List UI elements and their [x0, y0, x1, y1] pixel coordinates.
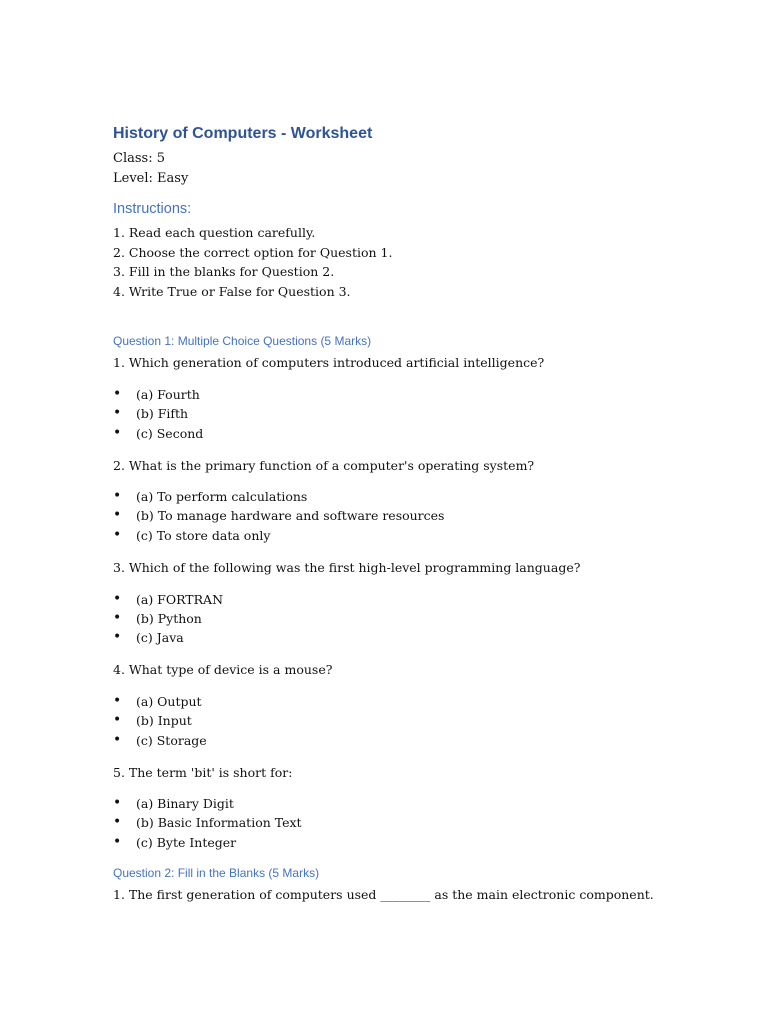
bullet-icon: • [113, 814, 122, 830]
bullet-icon: • [113, 591, 122, 607]
question-text: 1. Which generation of computers introduced artificial intelligence? [113, 355, 545, 370]
instruction-item: 2. Choose the correct option for Question 1. [113, 245, 393, 260]
option-label: (c) Byte Integer [136, 835, 237, 850]
bullet-icon: • [113, 795, 122, 811]
option-label: (b) Input [136, 713, 192, 728]
question-text: 5. The term 'bit' is short for: [113, 765, 293, 780]
option-label: (a) FORTRAN [136, 592, 224, 607]
bullet-icon: • [113, 386, 122, 402]
bullet-icon: • [113, 488, 122, 504]
bullet-icon: • [113, 629, 122, 645]
option-label: (a) Binary Digit [136, 796, 234, 811]
question1-heading: Question 1: Multiple Choice Questions (5 Marks) [113, 334, 372, 348]
question-text: 4. What type of device is a mouse? [113, 662, 333, 677]
bullet-icon: • [113, 425, 122, 441]
bullet-icon: • [113, 527, 122, 543]
bullet-icon: • [113, 693, 122, 709]
instructions-heading: Instructions: [113, 201, 192, 217]
option-label: (c) To store data only [136, 528, 271, 543]
option-label: (a) Output [136, 694, 202, 709]
option-label: (b) Basic Information Text [136, 815, 302, 830]
level-line: Level: Easy [113, 171, 189, 186]
bullet-icon: • [113, 507, 122, 523]
option-label: (a) To perform calculations [136, 489, 308, 504]
question-text: 2. What is the primary function of a computer's operating system? [113, 458, 535, 473]
question-text: 1. The first generation of computers used ________ as the main electronic component. [113, 887, 654, 902]
worksheet-title: History of Computers - Worksheet [113, 125, 373, 142]
instruction-item: 1. Read each question carefully. [113, 225, 316, 240]
option-label: (c) Storage [136, 733, 207, 748]
option-label: (b) To manage hardware and software resources [136, 508, 445, 523]
option-label: (c) Java [136, 630, 184, 645]
option-label: (a) Fourth [136, 387, 200, 402]
bullet-icon: • [113, 712, 122, 728]
option-label: (c) Second [136, 426, 204, 441]
class-line: Class: 5 [113, 151, 165, 166]
instruction-item: 3. Fill in the blanks for Question 2. [113, 264, 335, 279]
bullet-icon: • [113, 732, 122, 748]
bullet-icon: • [113, 834, 122, 850]
question2-heading: Question 2: Fill in the Blanks (5 Marks) [113, 866, 320, 880]
bullet-icon: • [113, 610, 122, 626]
option-label: (b) Python [136, 611, 202, 626]
option-label: (b) Fifth [136, 406, 189, 421]
bullet-icon: • [113, 405, 122, 421]
question-text: 3. Which of the following was the first high-level programming language? [113, 560, 581, 575]
instruction-item: 4. Write True or False for Question 3. [113, 284, 351, 299]
